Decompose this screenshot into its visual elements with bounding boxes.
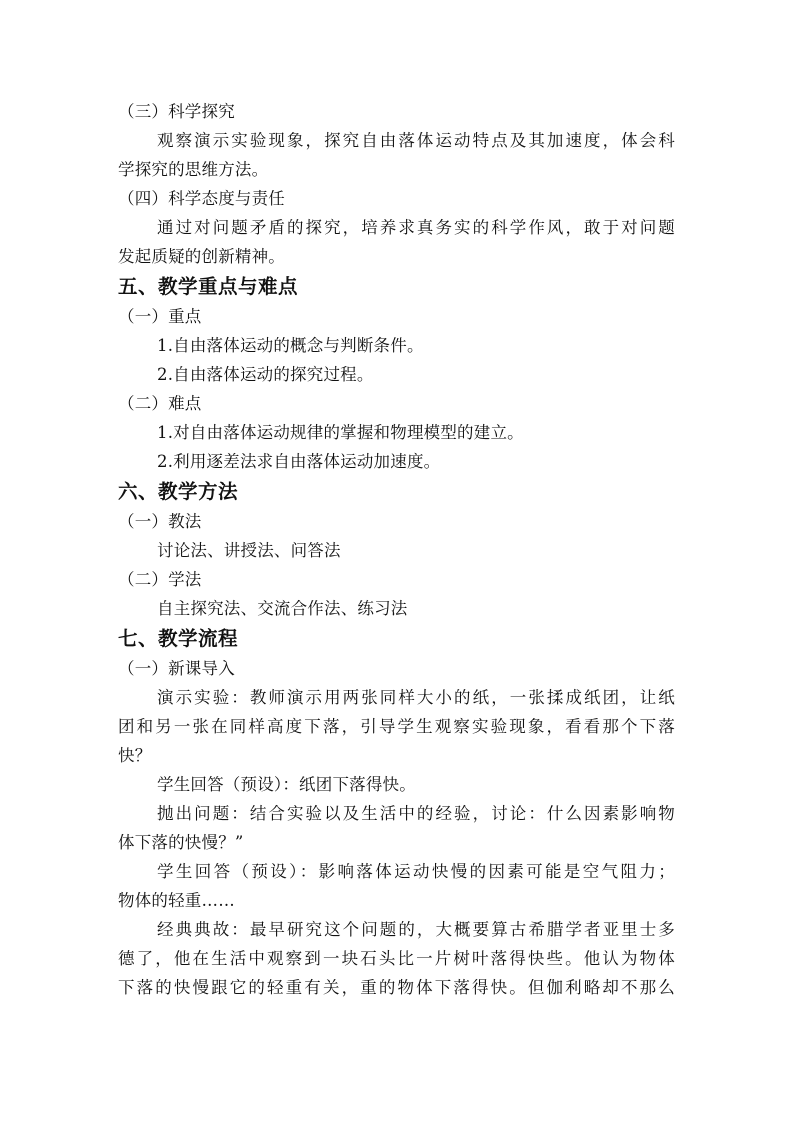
paragraph-line: 德了，他在生活中观察到一块石头比一片树叶落得快些。他认为物体 xyxy=(118,949,675,968)
paragraph-line: 学生回答（预设）：影响落体运动快慢的因素可能是空气阻力； xyxy=(157,862,675,881)
paragraph-line: 经典典故：最早研究这个问题的，大概要算古希腊学者亚里士多 xyxy=(157,920,675,939)
subsection-title: （一）重点 xyxy=(118,307,202,326)
paragraph-line: 通过对问题矛盾的探究，培养求真务实的科学作风，敢于对问题 xyxy=(157,218,675,237)
paragraph-line: 自主探究法、交流合作法、练习法 xyxy=(157,599,408,618)
paragraph-line: 抛出问题：结合实验以及生活中的经验，讨论：什么因素影响物 xyxy=(157,804,675,823)
list-item: 2.自由落体运动的探究过程。 xyxy=(157,365,374,384)
paragraph-line: 快？ xyxy=(118,746,152,765)
paragraph-line: 团和另一张在同样高度下落，引导学生观察实验现象，看看那个下落 xyxy=(118,717,675,736)
section-heading: 六、教学方法 xyxy=(118,480,239,503)
list-item: 1.自由落体运动的概念与判断条件。 xyxy=(157,336,424,355)
subsection-title: （二）难点 xyxy=(118,394,202,413)
paragraph-line: 物体的轻重…… xyxy=(118,891,235,910)
paragraph-line: 体下落的快慢？” xyxy=(118,833,244,852)
subsection-title: （二）学法 xyxy=(118,570,202,589)
subsection-title: （一）新课导入 xyxy=(118,659,235,678)
paragraph-line: 下落的快慢跟它的轻重有关，重的物体下落得快。但伽利略却不那么 xyxy=(118,978,675,997)
list-item: 1.对自由落体运动规律的掌握和物理模型的建立。 xyxy=(157,423,524,442)
paragraph-line: 发起质疑的创新精神。 xyxy=(118,247,285,266)
section-heading: 七、教学流程 xyxy=(118,627,239,650)
paragraph-line: 学探究的思维方法。 xyxy=(118,160,269,179)
paragraph-line: 讨论法、讲授法、问答法 xyxy=(157,541,341,560)
subsection-title: （三）科学探究 xyxy=(118,102,235,121)
subsection-title: （四）科学态度与责任 xyxy=(118,189,285,208)
paragraph-line: 演示实验：教师演示用两张同样大小的纸，一张揉成纸团，让纸 xyxy=(157,688,675,707)
paragraph-line: 观察演示实验现象，探究自由落体运动特点及其加速度，体会科 xyxy=(157,131,675,150)
section-heading: 五、教学重点与难点 xyxy=(118,275,299,298)
subsection-title: （一）教法 xyxy=(118,512,202,531)
list-item: 2.利用逐差法求自由落体运动加速度。 xyxy=(157,452,441,471)
paragraph-line: 学生回答（预设）：纸团下落得快。 xyxy=(157,775,416,794)
